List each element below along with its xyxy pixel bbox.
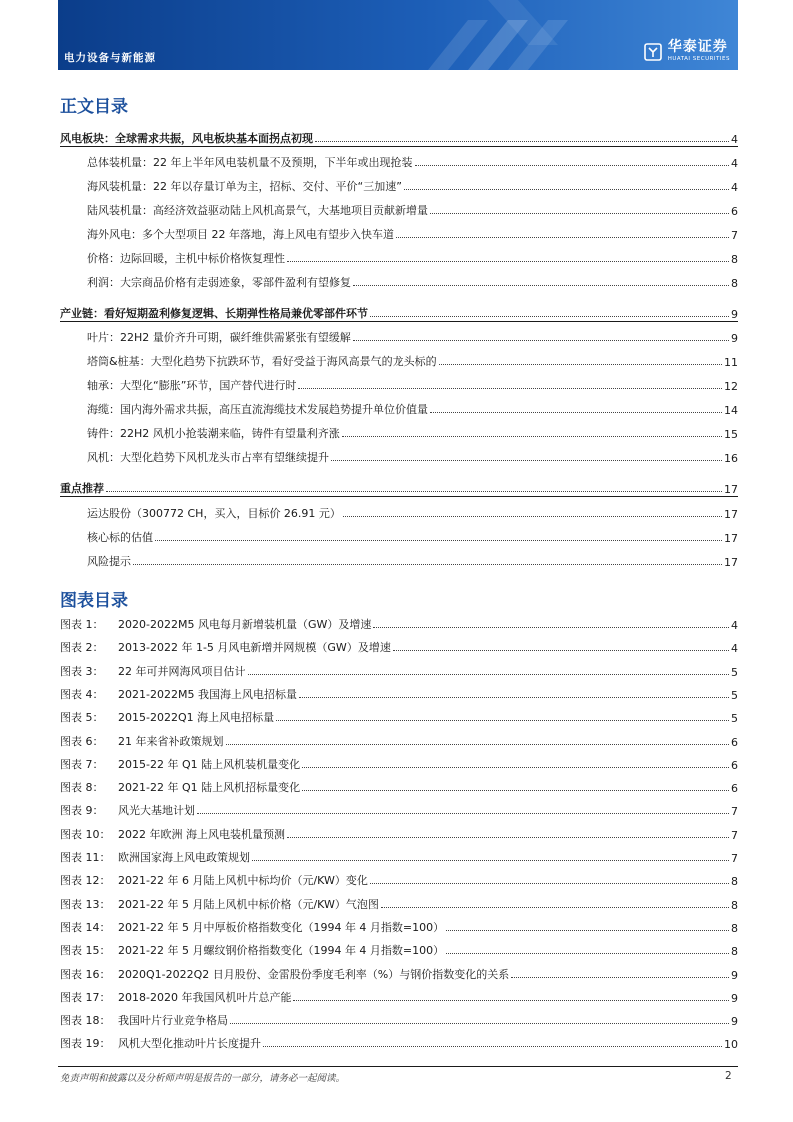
dot-leader: [302, 790, 729, 791]
dot-leader: [430, 213, 729, 214]
toc-entry-title: 核心标的估值: [87, 531, 153, 544]
dot-leader: [370, 883, 729, 884]
figure-entry[interactable]: [60, 682, 738, 702]
toc-subsection-entry[interactable]: [60, 198, 738, 218]
figure-number: 图表 8：: [60, 781, 104, 794]
figure-title: 2015-22 年 Q1 陆上风机装机量变化: [118, 758, 301, 771]
figure-entry-page: 6: [731, 759, 738, 772]
toc-entry-page: 11: [724, 356, 738, 369]
figure-entry-page: 8: [731, 875, 738, 888]
dot-leader: [133, 564, 722, 565]
dot-leader: [430, 412, 722, 413]
huatai-logo: [644, 40, 730, 63]
figure-entry[interactable]: [60, 612, 738, 632]
toc-entry-page: 4: [731, 133, 738, 146]
figure-entry-page: 5: [731, 712, 738, 725]
toc-entry-page: 4: [731, 181, 738, 194]
figure-entry-label: [60, 896, 381, 912]
figure-entry-page: 8: [731, 922, 738, 935]
toc-subsection-entry[interactable]: [60, 373, 738, 393]
figure-entry-label: [60, 1012, 230, 1028]
figure-number: 图表 4：: [60, 688, 104, 701]
toc-entry-page: 17: [724, 508, 738, 521]
figure-entry[interactable]: [60, 729, 738, 749]
toc-section-entry[interactable]: [60, 302, 738, 322]
dot-leader: [226, 744, 730, 745]
figure-entry-label: [60, 663, 248, 679]
figure-entry-page: 6: [731, 782, 738, 795]
toc-entry-page: 4: [731, 157, 738, 170]
figure-title: 22 年可并网海风项目估计: [118, 665, 246, 678]
figure-entry-page: 4: [731, 619, 738, 632]
figure-title: 2022 年欧洲 海上风电装机量预测: [118, 828, 285, 841]
dot-leader: [252, 860, 729, 861]
figure-entry-label: [60, 826, 287, 842]
toc-heading: 正文目录: [60, 97, 128, 117]
toc-entry-title: 总体装机量：22 年上半年风电装机量不及预期，下半年或出现抢装: [87, 156, 413, 169]
dot-leader: [396, 237, 729, 238]
toc-subsection-entry[interactable]: [60, 549, 738, 569]
figure-entry-label: [60, 989, 293, 1005]
dot-leader: [446, 953, 729, 954]
toc-entry-title: 风险提示: [87, 555, 131, 568]
figure-number: 图表 11：: [60, 851, 111, 864]
dot-leader: [276, 720, 729, 721]
toc-subsection-entry[interactable]: [60, 325, 738, 345]
figure-title: 2021-2022M5 我国海上风电招标量: [118, 688, 297, 701]
figure-entry-page: 7: [731, 852, 738, 865]
figure-entry-label: [60, 849, 252, 865]
figure-number: 图表 19：: [60, 1037, 111, 1050]
dot-leader: [404, 189, 729, 190]
toc-entry-title: 重点推荐: [60, 482, 104, 495]
figure-title: 2021-22 年 5 月中厚板价格指数变化（1994 年 4 月指数=100）: [118, 921, 445, 934]
section-label: 电力设备与新能源: [64, 52, 156, 64]
figure-number: 图表 13：: [60, 898, 111, 911]
figure-entry-page: 8: [731, 899, 738, 912]
dot-leader: [415, 165, 730, 166]
toc-subsection-entry[interactable]: [60, 445, 738, 465]
figure-entry-page: 7: [731, 805, 738, 818]
toc-subsection-entry[interactable]: [60, 349, 738, 369]
dot-leader: [381, 907, 729, 908]
figure-title: 2021-22 年 6 月陆上风机中标均价（元/KW）变化: [118, 874, 368, 887]
figure-entry-page: 7: [731, 829, 738, 842]
dot-leader: [393, 650, 729, 651]
figure-number: 图表 3：: [60, 665, 104, 678]
toc-entry-page: 15: [724, 428, 738, 441]
figure-entry[interactable]: [60, 705, 738, 725]
figure-number: 图表 17：: [60, 991, 111, 1004]
figure-entry-label: [60, 942, 446, 958]
figure-title: 2018-2020 年我国风机叶片总产能: [118, 991, 292, 1004]
figure-number: 图表 15：: [60, 944, 111, 957]
toc-entry-title: 价格：边际回暖，主机中标价格恢复理性: [87, 252, 285, 265]
figure-entry-label: [60, 686, 299, 702]
dot-leader: [302, 767, 729, 768]
toc-subsection-entry[interactable]: [60, 222, 738, 242]
toc-subsection-entry[interactable]: [60, 270, 738, 290]
figure-entry[interactable]: [60, 822, 738, 842]
figure-entry[interactable]: [60, 635, 738, 655]
toc-entry-page: 16: [724, 452, 738, 465]
dot-leader: [439, 364, 722, 365]
figure-title: 2020-2022M5 风电每月新增装机量（GW）及增速: [118, 618, 372, 631]
toc-entry-page: 17: [724, 532, 738, 545]
figure-title: 欧洲国家海上风电政策规划: [118, 851, 250, 864]
figure-entry[interactable]: [60, 868, 738, 888]
figure-entry-label: [60, 872, 370, 888]
footer-divider: [58, 1066, 738, 1067]
dot-leader: [446, 930, 729, 931]
footer-disclaimer: 免责声明和披露以及分析师声明是报告的一部分，请务必一起阅读。: [60, 1073, 346, 1084]
figure-number: 图表 1：: [60, 618, 104, 631]
figure-entry-page: 10: [724, 1038, 738, 1051]
figure-number: 图表 14：: [60, 921, 111, 934]
dot-leader: [230, 1023, 729, 1024]
toc-entry-title: 轴承：大型化“膨胀”环节，国产替代进行时: [87, 379, 297, 392]
figures-heading: 图表目录: [60, 591, 128, 611]
toc-entry-title: 塔筒&桩基：大型化趋势下抗跌环节，看好受益于海风高景气的龙头标的: [87, 355, 437, 368]
figure-entry-page: 9: [731, 969, 738, 982]
figure-entry-page: 4: [731, 642, 738, 655]
toc-entry-page: 9: [731, 332, 738, 345]
figure-entry-label: [60, 639, 393, 655]
page-number: 2: [725, 1070, 732, 1082]
figure-entry[interactable]: [60, 775, 738, 795]
toc-subsection-entry[interactable]: [60, 174, 738, 194]
figure-title: 风机大型化推动叶片长度提升: [118, 1037, 261, 1050]
figure-entry-label: [60, 1035, 263, 1051]
dot-leader: [248, 674, 730, 675]
dot-leader: [511, 977, 729, 978]
toc-section-entry[interactable]: [60, 477, 738, 497]
figure-number: 图表 7：: [60, 758, 104, 771]
logo-english-name: HUATAI SECURITIES: [667, 56, 730, 62]
figure-entry[interactable]: [60, 798, 738, 818]
figure-title: 21 年来省补政策规划: [118, 735, 224, 748]
logo-chinese-name: 华泰证券: [667, 39, 728, 55]
figure-entry-page: 9: [731, 992, 738, 1005]
toc-entry-title: 海缆：国内海外需求共振，高压直流海缆技术发展趋势提升单位价值量: [87, 403, 428, 416]
toc-entry-page: 9: [731, 308, 738, 321]
figure-entry[interactable]: [60, 915, 738, 935]
figure-entry-page: 6: [731, 736, 738, 749]
figure-entry-label: [60, 802, 197, 818]
figure-title: 我国叶片行业竞争格局: [118, 1014, 228, 1027]
figure-title: 2021-22 年 5 月陆上风机中标价格（元/KW）气泡图: [118, 898, 379, 911]
toc-entry-title: 利润：大宗商品价格有走弱迹象，零部件盈利有望修复: [87, 276, 351, 289]
dot-leader: [287, 261, 729, 262]
dot-leader: [293, 1000, 729, 1001]
toc-subsection-entry[interactable]: [60, 501, 738, 521]
figure-entry-page: 5: [731, 666, 738, 679]
huatai-logo-icon: [644, 43, 662, 61]
toc-entry-title: 运达股份（300772 CH，买入，目标价 26.91 元）: [87, 507, 341, 520]
toc-entry-page: 12: [724, 380, 738, 393]
figure-number: 图表 10：: [60, 828, 111, 841]
figure-entry-label: [60, 919, 446, 935]
figure-entry-page: 9: [731, 1015, 738, 1028]
toc-entry-page: 8: [731, 277, 738, 290]
figure-entry[interactable]: [60, 1031, 738, 1051]
dot-leader: [263, 1046, 722, 1047]
figure-entry-label: [60, 756, 302, 772]
figure-number: 图表 18：: [60, 1014, 111, 1027]
figure-entry[interactable]: [60, 962, 738, 982]
dot-leader: [155, 540, 722, 541]
figure-number: 图表 5：: [60, 711, 104, 724]
figure-number: 图表 9：: [60, 804, 104, 817]
toc-entry-page: 17: [724, 556, 738, 569]
figure-title: 2013-2022 年 1-5 月风电新增并网规模（GW）及增速: [118, 641, 391, 654]
dot-leader: [298, 388, 722, 389]
toc-entry-title: 海外风电：多个大型项目 22 年落地，海上风电有望步入快车道: [87, 228, 394, 241]
figure-entry-page: 8: [731, 945, 738, 958]
figure-number: 图表 12：: [60, 874, 111, 887]
toc-entry-title: 风电板块：全球需求共振，风电板块基本面拐点初现: [60, 132, 313, 145]
dot-leader: [370, 316, 729, 317]
header-banner: [58, 0, 738, 70]
dot-leader: [287, 837, 729, 838]
dot-leader: [373, 627, 729, 628]
figure-title: 2021-22 年 Q1 陆上风机招标量变化: [118, 781, 301, 794]
toc-entry-title: 叶片：22H2 量价齐升可期，碳纤维供需紧张有望缓解: [87, 331, 351, 344]
toc-entry-page: 8: [731, 253, 738, 266]
dot-leader: [315, 141, 729, 142]
figure-number: 图表 16：: [60, 968, 111, 981]
toc-subsection-entry[interactable]: [60, 246, 738, 266]
dot-leader: [331, 460, 722, 461]
figure-entry-label: [60, 966, 511, 982]
figure-title: 2020Q1-2022Q2 日月股份、金雷股份季度毛利率（%）与钢价指数变化的关系: [118, 968, 510, 981]
figure-entry[interactable]: [60, 892, 738, 912]
toc-entry-page: 6: [731, 205, 738, 218]
dot-leader: [342, 436, 722, 437]
dot-leader: [106, 491, 722, 492]
figure-title: 风光大基地计划: [118, 804, 195, 817]
decorative-chevrons-graphic: [388, 0, 648, 70]
toc-entry-title: 产业链：看好短期盈利修复逻辑、长期弹性格局兼优零部件环节: [60, 307, 368, 320]
figure-entry[interactable]: [60, 938, 738, 958]
figure-entry-label: [60, 709, 276, 725]
figure-entry[interactable]: [60, 845, 738, 865]
toc-subsection-entry[interactable]: [60, 421, 738, 441]
dot-leader: [343, 516, 722, 517]
figure-entry[interactable]: [60, 659, 738, 679]
toc-subsection-entry[interactable]: [60, 150, 738, 170]
figure-entry[interactable]: [60, 985, 738, 1005]
figure-number: 图表 6：: [60, 735, 104, 748]
figure-title: 2015-2022Q1 海上风电招标量: [118, 711, 275, 724]
toc-entry-title: 铸件：22H2 风机小抢装潮来临，铸件有望量利齐涨: [87, 427, 340, 440]
figure-entry[interactable]: [60, 1008, 738, 1028]
dot-leader: [353, 340, 729, 341]
dot-leader: [299, 697, 729, 698]
figure-title: 2021-22 年 5 月螺纹钢价格指数变化（1994 年 4 月指数=100）: [118, 944, 445, 957]
dot-leader: [353, 285, 729, 286]
toc-entry-page: 14: [724, 404, 738, 417]
figure-entry-label: [60, 616, 373, 632]
toc-section-entry[interactable]: [60, 127, 738, 147]
toc-entry-title: 风机：大型化趋势下风机龙头市占率有望继续提升: [87, 451, 329, 464]
figure-entry-page: 5: [731, 689, 738, 702]
figure-entry[interactable]: [60, 752, 738, 772]
toc-entry-page: 7: [731, 229, 738, 242]
toc-subsection-entry[interactable]: [60, 397, 738, 417]
figure-entry-label: [60, 733, 226, 749]
dot-leader: [197, 813, 729, 814]
toc-entry-title: 陆风装机量：高经济效益驱动陆上风机高景气，大基地项目贡献新增量: [87, 204, 428, 217]
toc-entry-title: 海风装机量：22 年以存量订单为主，招标、交付、平价“三加速”: [87, 180, 402, 193]
toc-subsection-entry[interactable]: [60, 525, 738, 545]
toc-entry-page: 17: [724, 483, 738, 496]
figure-entry-label: [60, 779, 302, 795]
figure-number: 图表 2：: [60, 641, 104, 654]
